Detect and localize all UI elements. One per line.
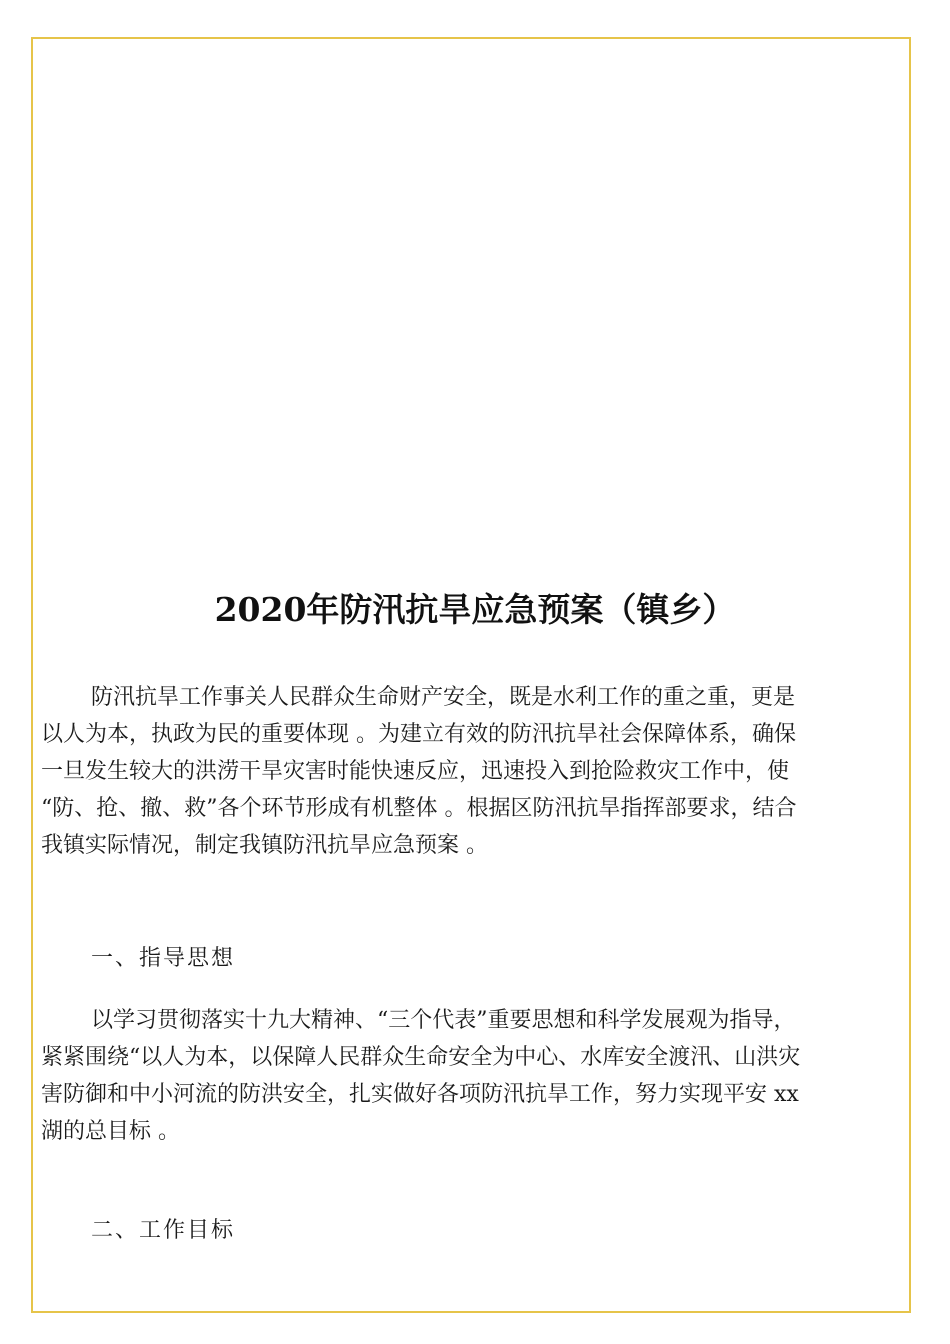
section-heading-work-goals: 二、工作目标 [91, 1218, 236, 1243]
guiding-line-1: 以学习贯彻落实十九大精神、“三个代表”重要思想和科学发展观为指导， [91, 1008, 796, 1033]
intro-line-3: 一旦发生较大的洪涝干旱灾害时能快速反应，迅速投入到抢险救灾工作中，使 [41, 759, 790, 784]
section-heading-guiding-ideology: 一、指导思想 [91, 946, 236, 971]
guiding-line-3: 害防御和中小河流的防洪安全，扎实做好各项防汛抗旱工作，努力实现平安 xx [41, 1082, 799, 1107]
guiding-line-4: 湖的总目标 。 [41, 1119, 180, 1144]
intro-line-2: 以人为本，执政为民的重要体现 。为建立有效的防汛抗旱社会保障体系，确保 [41, 722, 796, 747]
guiding-ideology-paragraph [41, 1002, 907, 1150]
intro-line-4: “防、抢、撤、救”各个环节形成有机整体 。根据区防汛抗旱指挥部要求，结合 [41, 796, 797, 821]
intro-line-1: 防汛抗旱工作事关人民群众生命财产安全，既是水利工作的重之重，更是 [91, 685, 796, 710]
guiding-line-2: 紧紧围绕“以人为本，以保障人民群众生命安全为中心、水库安全渡汛、山洪灾 [41, 1045, 801, 1070]
intro-line-5: 我镇实际情况，制定我镇防汛抗旱应急预案 。 [41, 833, 488, 858]
document-title: 2020年防汛抗旱应急预案（镇乡） [214, 590, 736, 629]
intro-paragraph [41, 679, 907, 864]
